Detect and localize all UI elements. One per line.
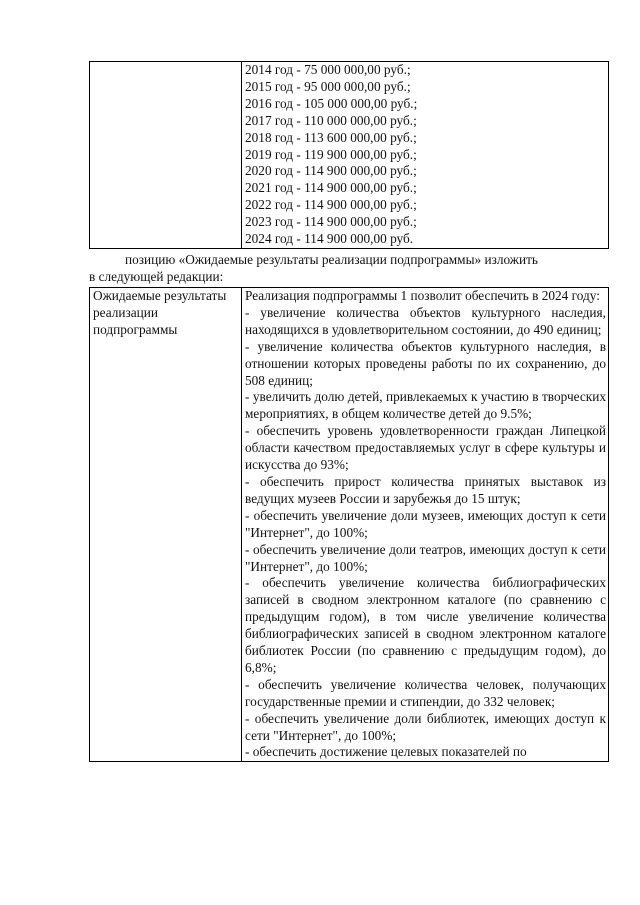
funding-line: 2023 год - 114 900 000,00 руб.;: [245, 214, 417, 230]
results-item: - увеличение количества объектов культурного наследия, в отношении которых проведены работы по их сохранению, до 508 единиц;: [245, 338, 606, 388]
results-item: - увеличение количества объектов культурного наследия, находящихся в удовлетворительном состоянии, до 490 единиц;: [245, 304, 606, 337]
funding-line: 2015 год - 95 000 000,00 руб.;: [245, 78, 411, 94]
results-table: [89, 287, 609, 762]
edit-instruction-line: в следующей редакции:: [89, 269, 224, 284]
funding-line: 2021 год - 114 900 000,00 руб.;: [245, 180, 417, 196]
results-item: - увеличить долю детей, привлекаемых к участию в творческих мероприятиях, в общем количестве детей до 9.5%;: [245, 389, 606, 422]
funding-line: 2016 год - 105 000 000,00 руб.;: [245, 95, 418, 111]
results-item: - обеспечить достижение целевых показателей по: [245, 744, 527, 760]
results-intro: Реализация подпрограммы 1 позволит обеспечить в 2024 году:: [245, 288, 600, 303]
results-item: - обеспечить увеличение доли музеев, имеющих доступ к сети "Интернет", до 100%;: [245, 507, 606, 540]
results-item: - обеспечить увеличение количества человек, получающих государственные премии и стипендии, до 332 человек;: [245, 676, 606, 709]
funding-line: 2022 год - 114 900 000,00 руб.;: [245, 197, 417, 213]
edit-instruction: [89, 251, 609, 285]
funding-row: [90, 62, 609, 249]
funding-line: 2017 год - 110 000 000,00 руб.;: [245, 112, 417, 128]
funding-values-cell: [242, 62, 609, 249]
funding-line: 2024 год - 114 900 000,00 руб.: [245, 231, 414, 247]
funding-line: 2019 год - 119 900 000,00 руб.;: [245, 146, 417, 162]
results-content-cell: [242, 288, 609, 762]
results-item: - обеспечить увеличение доли театров, имеющих доступ к сети "Интернет", до 100%;: [245, 541, 606, 574]
results-row: [90, 288, 609, 762]
funding-table: [89, 61, 609, 249]
results-item: - обеспечить увеличение количества библиографических записей в сводном электронном каталоге (по сравнению с предыдущим годом), в том числе увеличение количества библиографических записей в сводном электронном каталоге библиотек России (по сравнению с предыдущим годом), до 6,8%;: [245, 575, 606, 675]
results-label-cell: Ожидаемые результаты реализации подпрограммы: [90, 288, 242, 762]
funding-line: 2018 год - 113 600 000,00 руб.;: [245, 129, 417, 145]
funding-label-cell: [90, 62, 242, 249]
funding-line: 2020 год - 114 900 000,00 руб.;: [245, 163, 417, 179]
results-item: - обеспечить увеличение доли библиотек, имеющих доступ к сети "Интернет", до 100%;: [245, 710, 606, 743]
edit-instruction-line: позицию «Ожидаемые результаты реализации подпрограммы» изложить: [125, 252, 538, 267]
results-item: - обеспечить уровень удовлетворенности граждан Липецкой области качеством предоставляемых услуг в сфере культуры и искусства до 93%;: [245, 423, 606, 473]
funding-line: 2014 год - 75 000 000,00 руб.;: [245, 62, 411, 77]
results-item: - обеспечить прирост количества принятых выставок из ведущих музеев России и зарубежья до 15 штук;: [245, 473, 606, 506]
